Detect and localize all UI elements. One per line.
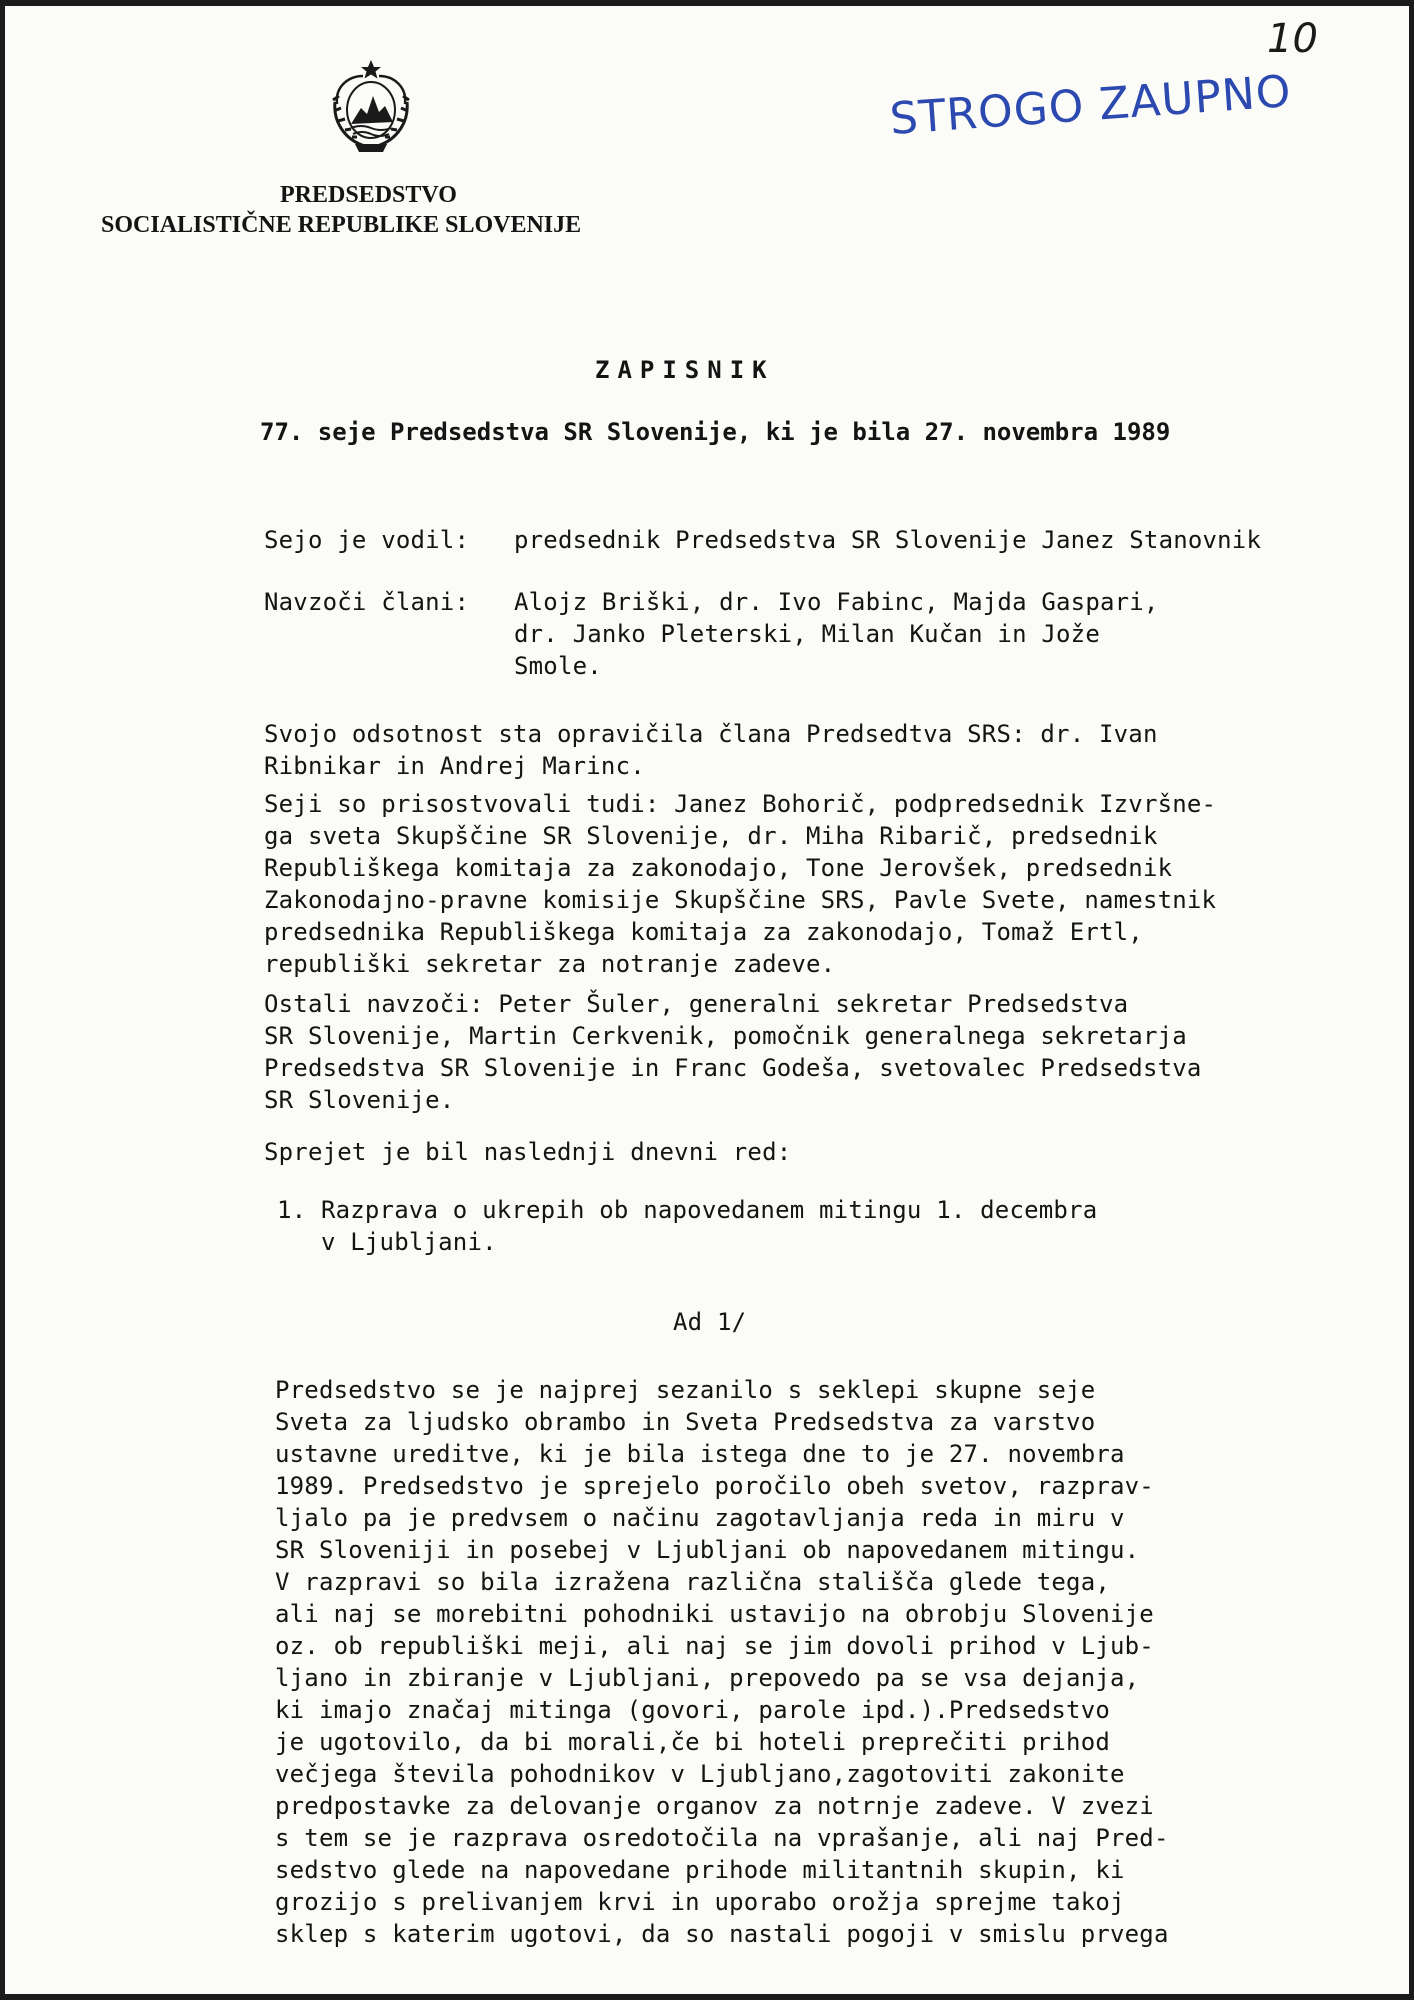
coat-of-arms-icon	[325, 56, 417, 156]
body-line: Predsedstvo se je najprej sezanilo s seklepi skupne seje	[275, 1376, 1096, 1404]
document-page	[5, 6, 1409, 1994]
agenda-item: v Ljubljani.	[277, 1228, 497, 1256]
others-line: SR Slovenije.	[264, 1086, 455, 1114]
body-line: V razpravi so bila izražena različna stališča glede tega,	[275, 1568, 1111, 1596]
chair-label: Sejo je vodil:	[264, 526, 470, 554]
body-line: Sveta za ljudsko obrambo in Sveta Predsedstva za varstvo	[275, 1408, 1096, 1436]
others-line: Ostali navzoči: Peter Šuler, generalni sekretar Predsedstva	[264, 990, 1129, 1018]
classification-stamp: STROGO ZAUPNO	[888, 66, 1294, 145]
present-line: dr. Janko Pleterski, Milan Kučan in Jože	[514, 620, 1100, 648]
body-line: SR Sloveniji in posebej v Ljubljani ob napovedanem mitingu.	[275, 1536, 1140, 1564]
absent-line: Svojo odsotnost sta opravičila člana Predsedtva SRS: dr. Ivan	[264, 720, 1158, 748]
body-line: je ugotovilo, da bi morali,če bi hoteli preprečiti prihod	[275, 1728, 1111, 1756]
attended-line: Seji so prisostvovali tudi: Janez Bohorič, podpredsednik Izvršne-	[264, 790, 1217, 818]
document-subtitle: 77. seje Predsedstva SR Slovenije, ki je bila 27. novembra 1989	[260, 418, 1171, 446]
body-line: sklep s katerim ugotovi, da so nastali pogoji v smislu prvega	[275, 1920, 1169, 1948]
body-line: ki imajo značaj mitinga (govori, parole ipd.).Predsedstvo	[275, 1696, 1111, 1724]
attended-line: Zakonodajno-pravne komisije Skupščine SRS, Pavle Svete, namestnik	[264, 886, 1217, 914]
agenda-item: 1. Razprava o ukrepih ob napovedanem mitingu 1. decembra	[277, 1196, 1098, 1224]
body-line: s tem se je razprava osredotočila na vprašanje, ali naj Pred-	[275, 1824, 1169, 1852]
agenda-intro: Sprejet je bil naslednji dnevni red:	[264, 1138, 792, 1166]
body-line: ljano in zbiranje v Ljubljani, prepovedo pa se vsa dejanja,	[275, 1664, 1140, 1692]
body-line: 1989. Predsedstvo je sprejelo poročilo obeh svetov, razprav-	[275, 1472, 1154, 1500]
attended-line: Republiškega komitaja za zakonodajo, Tone Jerovšek, predsednik	[264, 854, 1173, 882]
present-line: Alojz Briški, dr. Ivo Fabinc, Majda Gaspari,	[514, 588, 1159, 616]
document-title: ZAPISNIK	[595, 356, 775, 384]
attended-line: republiški sekretar za notranje zadeve.	[264, 950, 836, 978]
body-line: oz. ob republiški meji, ali naj se jim dovoli prihod v Ljub-	[275, 1632, 1154, 1660]
present-line: Smole.	[514, 652, 602, 680]
attended-line: predsednika Republiškega komitaja za zakonodajo, Tomaž Ertl,	[264, 918, 1143, 946]
body-line: predpostavke za delovanje organov za notrnje zadeve. V zvezi	[275, 1792, 1154, 1820]
present-label: Navzoči člani:	[264, 588, 470, 616]
chair-text: predsednik Predsedstva SR Slovenije Janez Stanovnik	[514, 526, 1262, 554]
page-number: 10	[1267, 16, 1318, 62]
body-line: ljalo pa je predvsem o načinu zagotavljanja reda in miru v	[275, 1504, 1125, 1532]
absent-line: Ribnikar in Andrej Marinc.	[264, 752, 645, 780]
issuer-line-1: PREDSEDSTVO	[280, 182, 457, 208]
issuer-line-2: SOCIALISTIČNE REPUBLIKE SLOVENIJE	[101, 212, 582, 238]
body-line: grozijo s prelivanjem krvi in uporabo orožja sprejme takoj	[275, 1888, 1125, 1916]
section-heading: Ad 1/	[673, 1308, 747, 1336]
others-line: Predsedstva SR Slovenije in Franc Godeša, svetovalec Predsedstva	[264, 1054, 1202, 1082]
others-line: SR Slovenije, Martin Cerkvenik, pomočnik generalnega sekretarja	[264, 1022, 1187, 1050]
body-line: večjega števila pohodnikov v Ljubljano,zagotoviti zakonite	[275, 1760, 1125, 1788]
body-line: ali naj se morebitni pohodniki ustavijo na obrobju Slovenije	[275, 1600, 1154, 1628]
attended-line: ga sveta Skupščine SR Slovenije, dr. Miha Ribarič, predsednik	[264, 822, 1158, 850]
body-line: ustavne ureditve, ki je bila istega dne to je 27. novembra	[275, 1440, 1125, 1468]
body-line: sedstvo glede na napovedane prihode militantnih skupin, ki	[275, 1856, 1125, 1884]
